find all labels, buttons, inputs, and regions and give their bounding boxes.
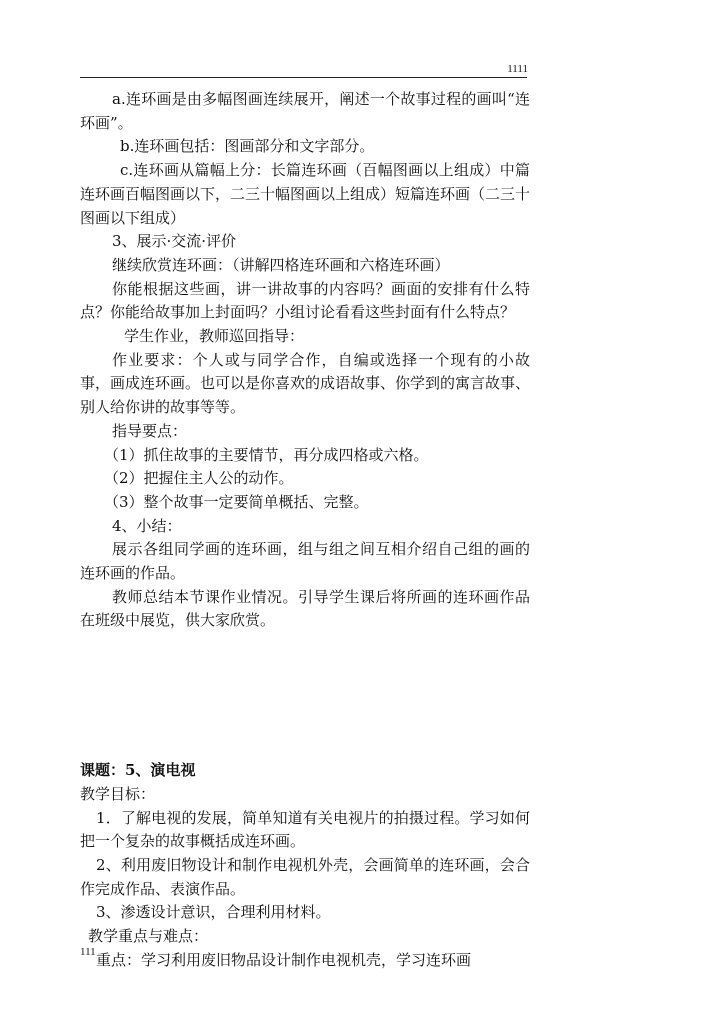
key-label: 教学重点与难点：: [88, 927, 209, 946]
page-content: [80, 88, 530, 973]
paragraph: 展示各组同学画的连环画，组与组之间互相介绍自己组的画的连环画的作品。: [80, 540, 530, 583]
paragraph: 3、展示·交流·评价: [112, 232, 237, 251]
paragraph: 教师总结本节课作业情况。引导学生课后将所画的连环画作品在班级中展览，供大家欣赏。: [80, 587, 530, 630]
goal-item: 2、利用废旧物设计和制作电视机外壳，会画简单的连环画，会合作完成作品、表演作品。: [80, 855, 530, 898]
goal-item: 3、渗透设计意识，合理利用材料。: [96, 903, 331, 922]
paragraph: a.连环画是由多幅图画连续展开，阐述一个故事过程的画叫“连环画”。: [80, 90, 530, 132]
paragraph: 指导要点：: [112, 421, 188, 440]
spacer: [80, 633, 530, 759]
lesson-title: 课题：5、演电视: [80, 761, 196, 780]
list-item: （1）抓住故事的主要情节，再分成四格或六格。: [104, 445, 429, 464]
paragraph: 学生作业，教师巡回指导：: [124, 327, 305, 346]
key-point: 重点：学习利用废旧物品设计制作电视机壳，学习连环画: [96, 950, 472, 969]
goal-item: 1．了解电视的发展，简单知道有关电视片的拍摄过程。学习如何把一个复杂的故事概括成连环画。: [80, 808, 530, 851]
list-item: （2）把握住主人公的动作。: [104, 469, 294, 488]
header-rule: [80, 77, 527, 78]
goals-label: 教学目标：: [80, 784, 156, 803]
header-page-number: 1111: [507, 63, 528, 75]
list-item: （3）整个故事一定要简单概括、完整。: [104, 492, 369, 511]
paragraph: 你能根据这些画，讲一讲故事的内容吗？画面的安排有什么特点？你能给故事加上封面吗？小组讨论看看这些封面有什么特点？: [80, 279, 530, 322]
paragraph: 作业要求：个人或与同学合作，自编或选择一个现有的小故事，画成连环画。也可以是你喜欢的成语故事、你学到的寓言故事、别人给你讲的故事等等。: [80, 350, 531, 417]
paragraph: c.连环画从篇幅上分：长篇连环画（百幅图画以上组成）中篇连环画百幅图画以下，二三十幅图画以上组成）短篇连环画（二三十图画以下组成）: [80, 161, 531, 227]
paragraph: 4、小结：: [112, 516, 182, 535]
paragraph: b.连环画包括：图画部分和文字部分。: [120, 137, 375, 156]
footer-page-number: 111: [80, 946, 96, 958]
paragraph: 继续欣赏连环画：（讲解四格连环画和六格连环画）: [112, 255, 450, 274]
